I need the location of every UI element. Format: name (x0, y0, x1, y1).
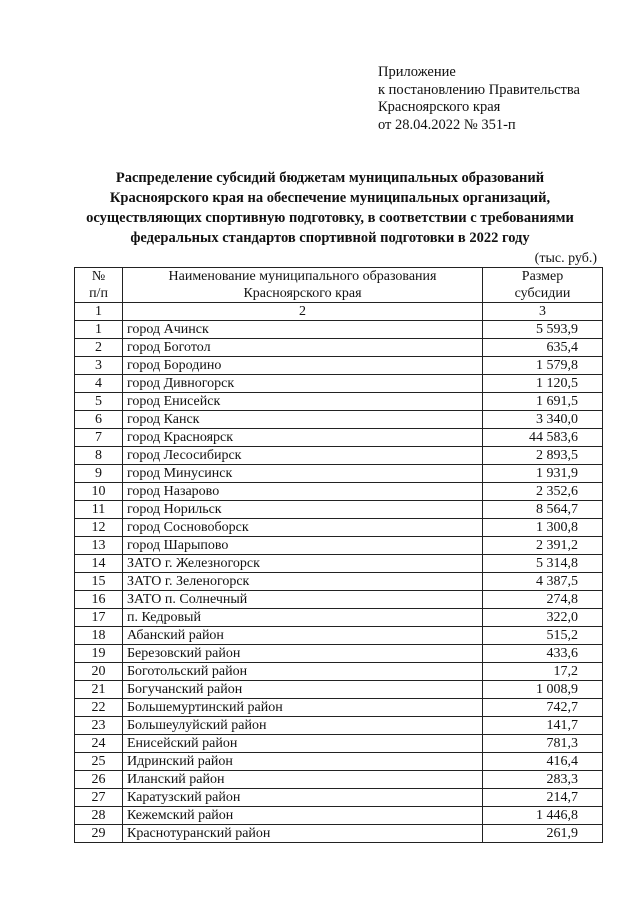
appendix-line: от 28.04.2022 № 351-п (378, 116, 516, 133)
municipality-name: город Назарово (123, 483, 483, 501)
subsidy-amount: 17,2 (483, 663, 603, 681)
document-title (60, 168, 600, 248)
subsidy-amount: 2 352,6 (483, 483, 603, 501)
header-amount-line2: субсидии (514, 286, 571, 301)
row-number: 20 (75, 663, 123, 681)
municipality-name: Боготольский район (123, 663, 483, 681)
header-num (75, 268, 123, 303)
municipality-name: город Минусинск (123, 465, 483, 483)
subsidy-amount: 5 593,9 (483, 321, 603, 339)
municipality-name: город Дивногорск (123, 375, 483, 393)
table-row (75, 627, 603, 645)
subsidy-amount: 781,3 (483, 735, 603, 753)
row-number: 13 (75, 537, 123, 555)
municipality-name: Березовский район (123, 645, 483, 663)
row-number: 26 (75, 771, 123, 789)
subsidy-amount: 274,8 (483, 591, 603, 609)
header-num-line2: п/п (89, 286, 108, 301)
header-num-line1: № (91, 269, 106, 284)
table-row (75, 609, 603, 627)
municipality-name: город Бородино (123, 357, 483, 375)
row-number: 24 (75, 735, 123, 753)
table-row (75, 807, 603, 825)
municipality-name: Каратузский район (123, 789, 483, 807)
municipality-name: город Шарыпово (123, 537, 483, 555)
row-number: 10 (75, 483, 123, 501)
row-number: 1 (75, 321, 123, 339)
row-number: 12 (75, 519, 123, 537)
row-number: 8 (75, 447, 123, 465)
subsidy-table (74, 267, 603, 843)
table-row (75, 465, 603, 483)
table-row (75, 411, 603, 429)
table-row (75, 771, 603, 789)
title-line: федеральных стандартов спортивной подготовки в 2022 году (130, 230, 530, 246)
row-number: 25 (75, 753, 123, 771)
municipality-name: Большемуртинский район (123, 699, 483, 717)
row-number: 11 (75, 501, 123, 519)
table-header-row (75, 268, 603, 303)
row-number: 28 (75, 807, 123, 825)
table-row (75, 375, 603, 393)
table-row (75, 501, 603, 519)
table-row (75, 519, 603, 537)
subsidy-amount: 1 008,9 (483, 681, 603, 699)
table-row (75, 789, 603, 807)
subsidy-amount: 433,6 (483, 645, 603, 663)
row-number: 5 (75, 393, 123, 411)
municipality-name: город Сосновоборск (123, 519, 483, 537)
municipality-name: ЗАТО п. Солнечный (123, 591, 483, 609)
title-line: Красноярского края на обеспечение муниципальных организаций, (109, 190, 551, 206)
table-row (75, 645, 603, 663)
row-number: 14 (75, 555, 123, 573)
row-number: 3 (75, 357, 123, 375)
table-row (75, 825, 603, 843)
table-row (75, 447, 603, 465)
table-row (75, 681, 603, 699)
municipality-name: ЗАТО г. Железногорск (123, 555, 483, 573)
table-row (75, 429, 603, 447)
header-amount (483, 268, 603, 303)
table-row (75, 555, 603, 573)
subsidy-amount: 8 564,7 (483, 501, 603, 519)
row-number: 23 (75, 717, 123, 735)
row-number: 22 (75, 699, 123, 717)
row-number: 18 (75, 627, 123, 645)
row-number: 4 (75, 375, 123, 393)
subsidy-amount: 1 579,8 (483, 357, 603, 375)
column-index: 3 (483, 303, 603, 321)
subsidy-amount: 1 120,5 (483, 375, 603, 393)
subsidy-amount: 1 446,8 (483, 807, 603, 825)
municipality-name: Богучанский район (123, 681, 483, 699)
table-row (75, 591, 603, 609)
row-number: 9 (75, 465, 123, 483)
row-number: 29 (75, 825, 123, 843)
table-row (75, 735, 603, 753)
table-row (75, 339, 603, 357)
subsidy-amount: 416,4 (483, 753, 603, 771)
row-number: 21 (75, 681, 123, 699)
municipality-name: Большеулуйский район (123, 717, 483, 735)
row-number: 15 (75, 573, 123, 591)
subsidy-amount: 283,3 (483, 771, 603, 789)
table-row (75, 699, 603, 717)
table-row (75, 357, 603, 375)
appendix-line: Приложение (378, 64, 456, 80)
column-index: 2 (123, 303, 483, 321)
subsidy-amount: 2 391,2 (483, 537, 603, 555)
municipality-name: город Лесосибирск (123, 447, 483, 465)
subsidy-amount: 742,7 (483, 699, 603, 717)
subsidy-amount: 141,7 (483, 717, 603, 735)
row-number: 17 (75, 609, 123, 627)
municipality-name: Краснотуранский район (123, 825, 483, 843)
row-number: 16 (75, 591, 123, 609)
subsidy-amount: 635,4 (483, 339, 603, 357)
municipality-name: город Красноярск (123, 429, 483, 447)
row-number: 6 (75, 411, 123, 429)
subsidy-amount: 3 340,0 (483, 411, 603, 429)
column-index: 1 (75, 303, 123, 321)
table-row (75, 717, 603, 735)
table-row (75, 573, 603, 591)
row-number: 2 (75, 339, 123, 357)
subsidy-amount: 44 583,6 (483, 429, 603, 447)
table-row (75, 663, 603, 681)
subsidy-amount: 5 314,8 (483, 555, 603, 573)
municipality-name: город Ачинск (123, 321, 483, 339)
municipality-name: Енисейский район (123, 735, 483, 753)
table-body (75, 321, 603, 843)
appendix-line: к постановлению Правительства (378, 81, 580, 98)
subsidy-amount: 1 300,8 (483, 519, 603, 537)
title-line: осуществляющих спортивную подготовку, в соответствии с требованиями (86, 210, 574, 226)
header-name-line2: Красноярского края (243, 286, 362, 301)
column-index-row (75, 303, 603, 321)
municipality-name: город Боготол (123, 339, 483, 357)
row-number: 19 (75, 645, 123, 663)
subsidy-amount: 515,2 (483, 627, 603, 645)
subsidy-amount: 2 893,5 (483, 447, 603, 465)
municipality-name: п. Кедровый (123, 609, 483, 627)
header-name-line1: Наименование муниципального образования (168, 269, 437, 284)
header-name (123, 268, 483, 303)
appendix-reference (378, 64, 580, 134)
title-line: Распределение субсидий бюджетам муниципальных образований (115, 170, 545, 186)
subsidy-amount: 1 931,9 (483, 465, 603, 483)
municipality-name: Кежемский район (123, 807, 483, 825)
municipality-name: город Норильск (123, 501, 483, 519)
subsidy-amount: 1 691,5 (483, 393, 603, 411)
row-number: 7 (75, 429, 123, 447)
municipality-name: город Енисейск (123, 393, 483, 411)
table-row (75, 537, 603, 555)
table-row (75, 483, 603, 501)
subsidy-amount: 4 387,5 (483, 573, 603, 591)
row-number: 27 (75, 789, 123, 807)
units-label: (тыс. руб.) (534, 251, 597, 266)
table-row (75, 753, 603, 771)
subsidy-amount: 261,9 (483, 825, 603, 843)
municipality-name: Абанский район (123, 627, 483, 645)
municipality-name: ЗАТО г. Зеленогорск (123, 573, 483, 591)
appendix-line: Красноярского края (378, 99, 501, 115)
table-row (75, 393, 603, 411)
municipality-name: Иланский район (123, 771, 483, 789)
subsidy-amount: 322,0 (483, 609, 603, 627)
subsidy-amount: 214,7 (483, 789, 603, 807)
table-row (75, 321, 603, 339)
municipality-name: город Канск (123, 411, 483, 429)
municipality-name: Идринский район (123, 753, 483, 771)
header-amount-line1: Размер (521, 269, 564, 284)
